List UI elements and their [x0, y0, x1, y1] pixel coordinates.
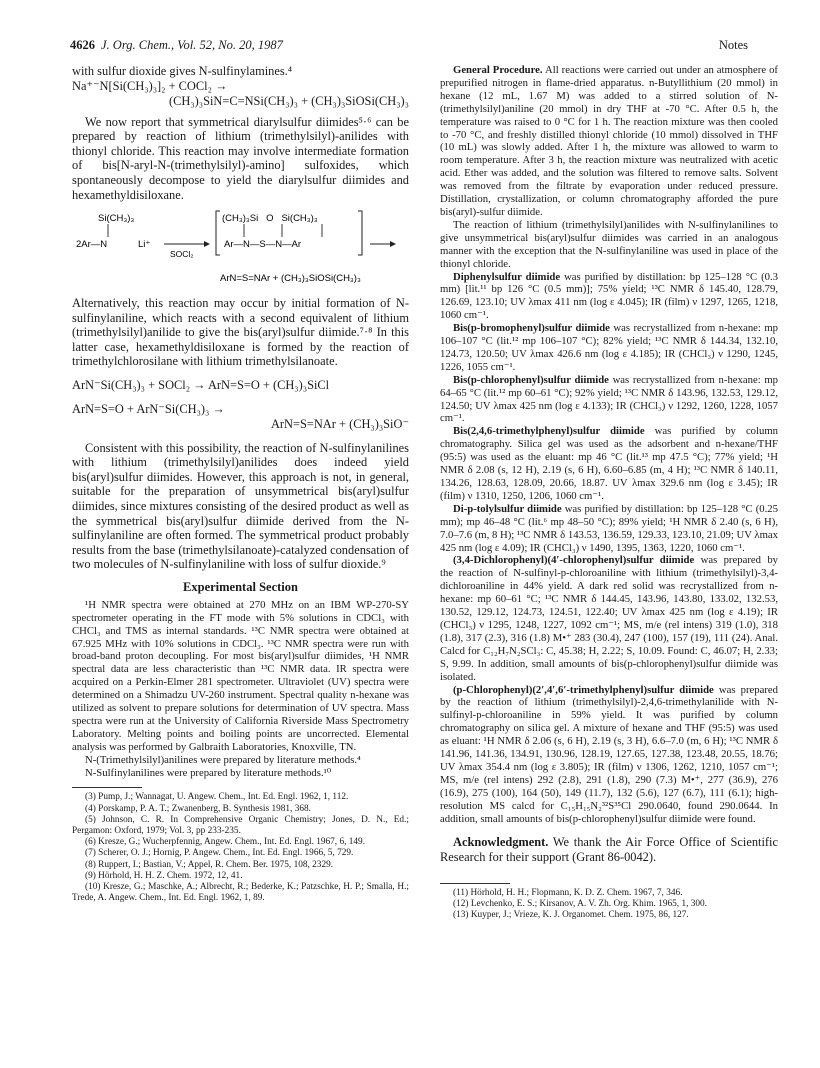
equation-3-line-2: ArN=S=NAr + (CH₃)₃SiO⁻	[270, 417, 409, 432]
intro-line: with sulfur dioxide gives N-sulfinylamines.⁴	[72, 64, 293, 78]
section-label: Notes	[718, 38, 748, 52]
equation-1-line-1: Na⁺⁻N[Si(CH₃)₃]₂ + COCl₂ →	[72, 78, 228, 93]
acknowledgment	[440, 835, 778, 865]
footnote: (13) Kuyper, J.; Vrieze, K. J. Organomet. Chem. 1975, 86, 127.	[453, 910, 689, 921]
compound-title: Bis(2,4,6-trimethylphenyl)sulfur diimide	[453, 425, 645, 438]
procedure-paragraph-2: The reaction of lithium (trimethylsilyl)anilides with N-sulfinylanilines to give unsymmetrical bis(aryl)sulfur diimides was carried in an analogous manner with the exception that the N-sulfinylaniline was used in place of the thionyl chloride.	[440, 218, 778, 270]
compound-text: was purified by distillation: bp 125–128 °C (0.3 mm) [lit.¹¹ bp 126 °C (0.5 mm)]; 75% yield; ¹³C NMR δ 145.40, 128.79, 126.69, 123.10; UV λmax 411 nm (log ε 4.045); IR (film) ν 1297, 1265, 1218, 1060 cm⁻¹.	[440, 270, 779, 322]
experimental-paragraph-1: ¹H NMR spectra were obtained at 270 MHz on an IBM WP-270-SY spectrometer operating in the FT mode with 5% solutions in CDCl₃ with CHCl₃ and TMS as internal standards. ¹³C NMR spectra were obtained at 67.925 MHz with 10% solutions in CDCl₃. ¹³C NMR spectra were run with broad-band proton decoupling. For most bis(aryl)sulfur diimides, ¹H NMR spectral data are less characteristic than ¹³C NMR data. IR spectra were acquired on a Perkin-Elmer 281 spectrometer. Ultraviolet (UV) spectra were determined on a Shimadzu UV-260 instrument. Spectral quality n-hexane was utilized as solvent to prepare solutions for determination of UV spectra. Mass spectra were run at the University of California Riverside Mass Spectrometry Laboratory. Melting points and boiling points are uncorrected. Elemental analysis was performed by Galbraith Laboratories, Knoxville, TN.	[72, 598, 409, 753]
compound-title: Di-p-tolylsulfur diimide	[453, 502, 562, 515]
paragraph-1: We now report that symmetrical diarylsulfur diimides⁵·⁶ can be prepared by reaction of lithium (trimethylsilyl)-anilides with thionyl chloride. This reaction may involve intermediate formation of bis[N-aryl-N-(trimethylsilyl)-amino] sulfoxides, which spontaneously decompose to yield the diarylsulfur diimides and hexamethyldisiloxane.	[72, 114, 409, 202]
compound-entry	[440, 425, 778, 502]
compound-text: was recrystallized from n-hexane: mp 64–65 °C (lit.¹² mp 60–61 °C); 92% yield; ¹³C NMR δ 143.96, 132.53, 129.12, 124.50; UV λmax 425 nm (log ε 4.133); IR (CHCl₃) ν 1292, 1260, 1228, 1057 cm⁻¹.	[440, 373, 779, 425]
footnotes-left	[72, 792, 409, 904]
scheme-lithium: Li⁺	[138, 239, 151, 251]
equation-2: ArN⁻Si(CH₃)₃ + SOCl₂ → ArN=S=O + (CH₃)₃SiCl	[72, 378, 330, 393]
equation-1-line-2: (CH₃)₃SiN=C=NSi(CH₃)₃ + (CH₃)₃SiOSi(CH₃)₃	[168, 94, 409, 109]
scheme-product: ArN=S=NAr + (CH₃)₃SiOSi(CH₃)₃	[220, 273, 361, 285]
paragraph-3: Consistent with this possibility, the reaction of N-sulfinylanilines with lithium (trimethylsilyl)anilides does indeed yield bis(aryl)sulfur diimides. However, this approach is not, in general, suitable for the preparation of unsymmetrical bis(aryl)sulfur diimides, since mixtures consisting of the desired product as well as the symmetrical bis(aryl)sulfur diimide derived from the N-sulfinylaniline are often formed. The symmetrical product probably results from the base (trimethylsilanoate)-catalyzed condensation of two molecules of N-sulfinylaniline with loss of sulfur dioxide.⁹	[72, 440, 409, 572]
compound-entry	[440, 374, 778, 426]
scheme-bracket-right	[358, 211, 362, 255]
compound-text: was prepared by the reaction of lithium (trimethylsilyl)-2,4,6-trimethylanilide with N-sulfinyl-p-chloroaniline in 59% yield. It was purified by column chromatography on silica gel. A mixture of hexane and THF (95:5) was used as eluant: ¹H NMR δ 2.06 (s, 6 H), 2.19 (s, 3 H), 6.6–7.0 (m, 6 H); ¹³C NMR δ 141.96, 141.36, 134.91, 130.96, 128.19, 127.65, 127.38, 123.48, 20.55, 18.76; UV λmax 354.4 nm (log ε 3.805); IR (film) ν 1306, 1262, 1210, 1057 cm⁻¹; MS, m/e (rel intens) 292 (2.8), 291 (1.8), 290 (7.3) M•⁺, 277 (36.9), 276 (16.9), 275 (100), 164 (50), 149 (11.7), 132 (5.6), 127 (6.7), 111 (6.1); high-resolution MS calcd for C₁₅H₁₅N₂³²S³⁵Cl 290.0640, found 290.0644. In addition, small amounts of bis(p-chlorophenyl)sulfur diimide were found.	[440, 683, 779, 825]
compound-title: Bis(p-bromophenyl)sulfur diimide	[453, 322, 610, 335]
compound-title: (p-Chlorophenyl)(2′,4′,6′-trimethylphenyl)sulfur diimide	[453, 683, 714, 696]
reaction-scheme	[72, 207, 409, 287]
compound-title: Bis(p-chlorophenyl)sulfur diimide	[453, 373, 609, 386]
scheme-arrowhead	[204, 241, 210, 247]
acknowledgment-title: Acknowledgment.	[453, 835, 549, 850]
right-column	[440, 64, 778, 922]
scheme-intermediate: Ar—N—S—N—Ar	[224, 239, 302, 251]
scheme-arrowhead	[390, 241, 396, 247]
footnote: (4) Porskamp, P. A. T.; Zwanenberg, B. Synthesis 1981, 368.	[85, 803, 311, 814]
general-procedure-text: All reactions were carried out under an atmosphere of prepurified nitrogen in flame-dried apparatus. n-Butyllithium (20 mmol) in hexane (12 mL, 1.67 M) was added to a stirred solution of N-(trimethylsilyl)aniline (20 mmol) in dry THF at -70 °C. After 0.5 h, the temperature was raised to 0 °C for 1 h. The reaction mixture was then cooled to -70 °C, and freshly distilled thionyl chloride (10 mmol) dissolved in THF (10 mL) was slowly added. After 1 h, the mixture was allowed to warm to room temperature. After 3 h, the reaction mixture was neutralized with acetic acid. Ether was added, and the solution was filtered to remove salts. Solvent was removed from the filtrate by evaporation under reduced pressure. Distillation, crystallization, or column chromatography afforded the pure bis(aryl)-sulfur diimide.	[440, 64, 778, 218]
experimental-paragraph-2: N-(Trimethylsilyl)anilines were prepared by literature methods.⁴	[85, 753, 361, 766]
footnote-rule	[72, 787, 142, 788]
acknowledgment-text: We thank the Air Force Office of Scientific Research for their support (Grant 86-0042).	[440, 835, 778, 865]
compound-text: was purified by column chromatography. Silica gel was used as the adsorbent and n-hexane/THF (95:5) was used as the eluant: mp 46 °C (lit.¹³ mp 47.5 °C); 77% yield; ¹H NMR δ 2.08 (s, 12 H), 2.19 (s, 6 H), 6.60–6.85 (m, 4 H); ¹³C NMR δ 140.11, 134.26, 128.63, 128.09, 20.66, 18.87. UV λmax 329.6 nm (log ε 3.45); IR (film) ν 1310, 1250, 1206, 1060 cm⁻¹.	[440, 425, 779, 502]
footnote: (5) Johnson, C. R. In Comprehensive Organic Chemistry; Jones, D. N., Ed.; Pergamon: Oxford, 1979; Vol. 3, pp 233-235.	[72, 814, 409, 837]
scheme-bracket-left	[216, 211, 220, 255]
general-procedure-title: General Procedure.	[453, 64, 543, 76]
footnote: (6) Kresze, G.; Wucherpfennig, Angew. Chem., Int. Ed. Engl. 1967, 6, 149.	[85, 837, 366, 848]
journal-citation	[70, 38, 283, 53]
page-number: 4626	[70, 38, 95, 52]
footnote: (9) Hörhold, H. H. Z. Chem. 1972, 12, 41.	[85, 870, 243, 881]
compound-text: was prepared by the reaction of N-sulfinyl-p-chloroaniline with lithium (trimethylsilyl)-3,4-dichloroaniline in 44% yield. A dark red solid was recrystallized from n-hexane: mp 60–61 °C; ¹³C NMR δ 144.45, 143.96, 143.80, 133.02, 132.53, 130.52, 129.12, 124.73, 124.51, 122.40; UV λmax 425 nm (log ε 4.19); IR (CHCl₃) ν 1295, 1248, 1227, 1092 cm⁻¹; MS, m/e (rel intens) 319 (1.0), 318 (1.8), 317 (2.3), 316 (1.8) M•⁺ 283 (30.4), 247 (100), 157 (19), 111 (24). Anal. Calcd for C₁₂H₇N₂SCl₃: C, 45.38; H, 2.22; S, 10.09. Found: C, 46.07; H, 2.33; S, 9.99. In addition, small amounts of bis(p-chlorophenyl)sulfur diimide was isolated.	[440, 554, 779, 683]
journal-title: J. Org. Chem., Vol. 52, No. 20, 1987	[101, 38, 283, 52]
equation-3-line-1: ArN=S=O + ArN⁻Si(CH₃)₃ →	[72, 401, 225, 416]
footnote: (8) Ruppert, I.; Bastian, V.; Appel, R. Chem. Ber. 1975, 108, 2329.	[85, 859, 334, 870]
footnote: (11) Hörhold, H. H.; Flopmann, K. D. Z. Chem. 1967, 7, 346.	[453, 888, 683, 899]
left-column	[72, 64, 409, 905]
scheme-silyl-group: Si(CH₃)₃	[98, 213, 135, 225]
footnote: (12) Levchenko, E. S.; Kirsanov, A. V. Zh. Org. Khim. 1965, 1, 300.	[453, 899, 708, 910]
compound-entry	[440, 322, 778, 374]
scheme-intermediate-top: (CH₃)₃Si O Si(CH₃)₃	[222, 213, 318, 225]
footnote: (3) Pump, J.; Wannagat, U. Angew. Chem., Int. Ed. Engl. 1962, 1, 112.	[85, 792, 349, 803]
compound-entry	[440, 503, 778, 555]
compound-text: was purified by distillation: bp 125–128 °C (0.25 mm); mp 46–48 °C (lit.⁶ mp 48–50 °C); 89% yield; ¹H NMR δ 2.40 (s, 6 H), 7.0–7.6 (m, 8 H); ¹³C NMR δ 143.53, 136.59, 129.33, 123.10, 21.09; UV λmax 425 nm (log ε 4.09); IR (CHCl₃) ν 1490, 1395, 1363, 1220, 1060 cm⁻¹.	[440, 502, 778, 554]
footnotes-right	[440, 888, 778, 922]
footnote: (10) Kresze, G.; Maschke, A.; Albrecht, R.; Bederke, K.; Patzschke, H. P.; Smalla, H.; Trede, A. Angew. Chem., Int. Ed. Engl. 1962, 1, 89.	[72, 882, 409, 904]
footnote-rule	[440, 883, 510, 884]
compound-title: Diphenylsulfur diimide	[453, 270, 561, 283]
compound-title: (3,4-Dichlorophenyl)(4′-chlorophenyl)sulfur diimide	[453, 554, 695, 567]
footnote: (7) Scherer, O. J.; Hornig, P. Angew. Chem., Int. Ed. Engl. 1966, 5, 729.	[85, 848, 354, 859]
compound-entry	[440, 554, 778, 683]
compound-entry	[440, 271, 778, 323]
page-header	[70, 38, 748, 58]
scheme-reactant: 2Ar—N	[76, 239, 108, 251]
experimental-section-heading: Experimental Section	[183, 579, 298, 594]
compound-text: was recrystallized from n-hexane: mp 106–107 °C (lit.¹² mp 106–107 °C); 82% yield; ¹³C NMR δ 144.34, 132.10, 124.73, 120.50; UV λmax 426.6 nm (log ε 4.185); IR (CHCl₃) ν 1290, 1245, 1226, 1055 cm⁻¹.	[440, 322, 779, 373]
general-procedure	[440, 64, 778, 219]
paragraph-2: Alternatively, this reaction may occur by initial formation of N-sulfinylaniline, which reacts with a second equivalent of lithium (trimethylsilyl)anilide to give the bis(aryl)sulfur diimide.⁷·⁸ In this latter case, hexamethyldisiloxane is formed by the reaction of trimethylchlorosilane with lithium trimethylsilanoate.	[72, 296, 409, 369]
compound-entry	[440, 684, 778, 826]
scheme-reagent: SOCl₂	[170, 249, 194, 260]
experimental-paragraph-3: N-Sulfinylanilines were prepared by literature methods.¹⁰	[85, 766, 332, 779]
